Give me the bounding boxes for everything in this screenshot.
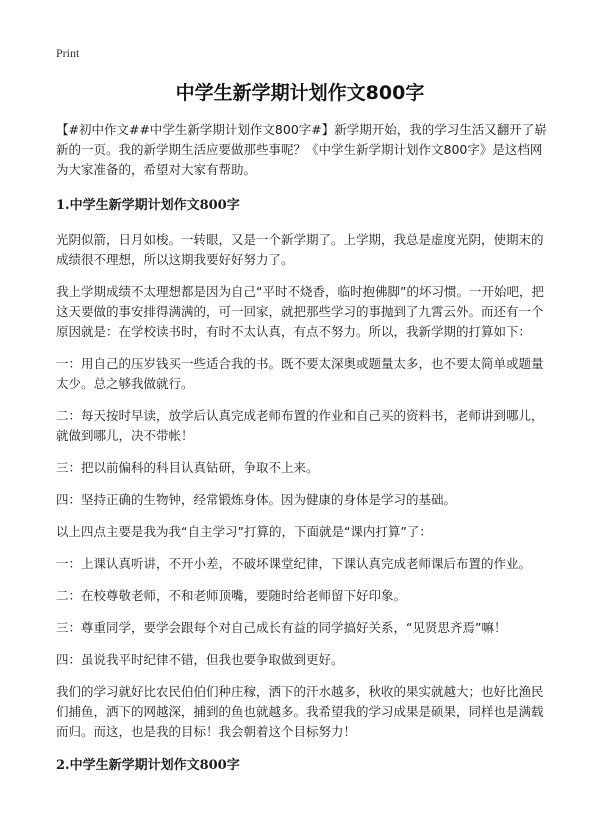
paragraph: 一：上课认真听讲，不开小差，不破坏课堂纪律，下课认真完成老师课后布置的作业。 [56, 556, 532, 571]
paragraph: 四：坚持正确的生物钟，经常锻炼身体。因为健康的身体是学习的基础。 [56, 492, 457, 507]
paragraph: 一：用自己的压岁钱买一些适合我的书。既不要太深奥或题量太多，也不要太简单或题量太少。总之够我做就行。 [56, 356, 544, 391]
page-title: 中学生新学期计划作文800字 [175, 82, 425, 104]
paragraph: 我们的学习就好比农民伯伯们种庄稼，洒下的汗水越多，秋收的果实就越大；也好比渔民们捕鱼，洒下的网越深，捕到的鱼也就越多。我希望我的学习成果是硕果，同样也是满载而归。而这，也是我的目标！我会朝着这个目标努力！ [56, 684, 544, 739]
print-label: Print [56, 46, 80, 60]
paragraph: 二：每天按时早读，放学后认真完成老师布置的作业和自己买的资料书，老师讲到哪儿，就做到哪儿，决不带帐！ [56, 408, 544, 443]
paragraph: 三：尊重同学，要学会跟每个对自己成长有益的同学搞好关系，“见贤思齐焉”嘛！ [56, 620, 507, 635]
intro-paragraph: 【#初中作文##中学生新学期计划作文800字#】新学期开始，我的学习生活又翻开了崭新的一页。我的新学期生活应要做那些事呢？《中学生新学期计划作文800字》是这档网为大家准备的，希望对大家有帮助。 [56, 122, 547, 177]
paragraph: 三：把以前偏科的科目认真钻研，争取不上来。 [56, 460, 319, 475]
paragraph: 二：在校尊敬老师，不和老师顶嘴，要随时给老师留下好印象。 [56, 588, 407, 603]
paragraph: 四：虽说我平时纪律不错，但我也要争取做到更好。 [56, 652, 344, 667]
section-heading-2: 2.中学生新学期计划作文800字 [56, 758, 240, 773]
paragraph: 我上学期成绩不太理想都是因为自己“平时不烧香，临时抱佛脚”的坏习惯。一开始吧，把这天要做的事安排得满满的，可一回家，就把那些学习的事抛到了九霄云外。而还有一个原因就是：在学校读书时，有时不太认真，有点不努力。所以，我新学期的打算如下： [56, 284, 544, 339]
paragraph: 光阴似箭，日月如梭。一转眼，又是一个新学期了。上学期，我总是虚度光阴，使期末的成绩很不理想，所以这期我要好好努力了。 [56, 232, 544, 267]
article-body [56, 120, 548, 790]
paragraph: 以上四点主要是我为我“自主学习”打算的，下面就是“课内打算”了： [56, 524, 432, 539]
section-heading-1: 1.中学生新学期计划作文800字 [56, 198, 240, 213]
